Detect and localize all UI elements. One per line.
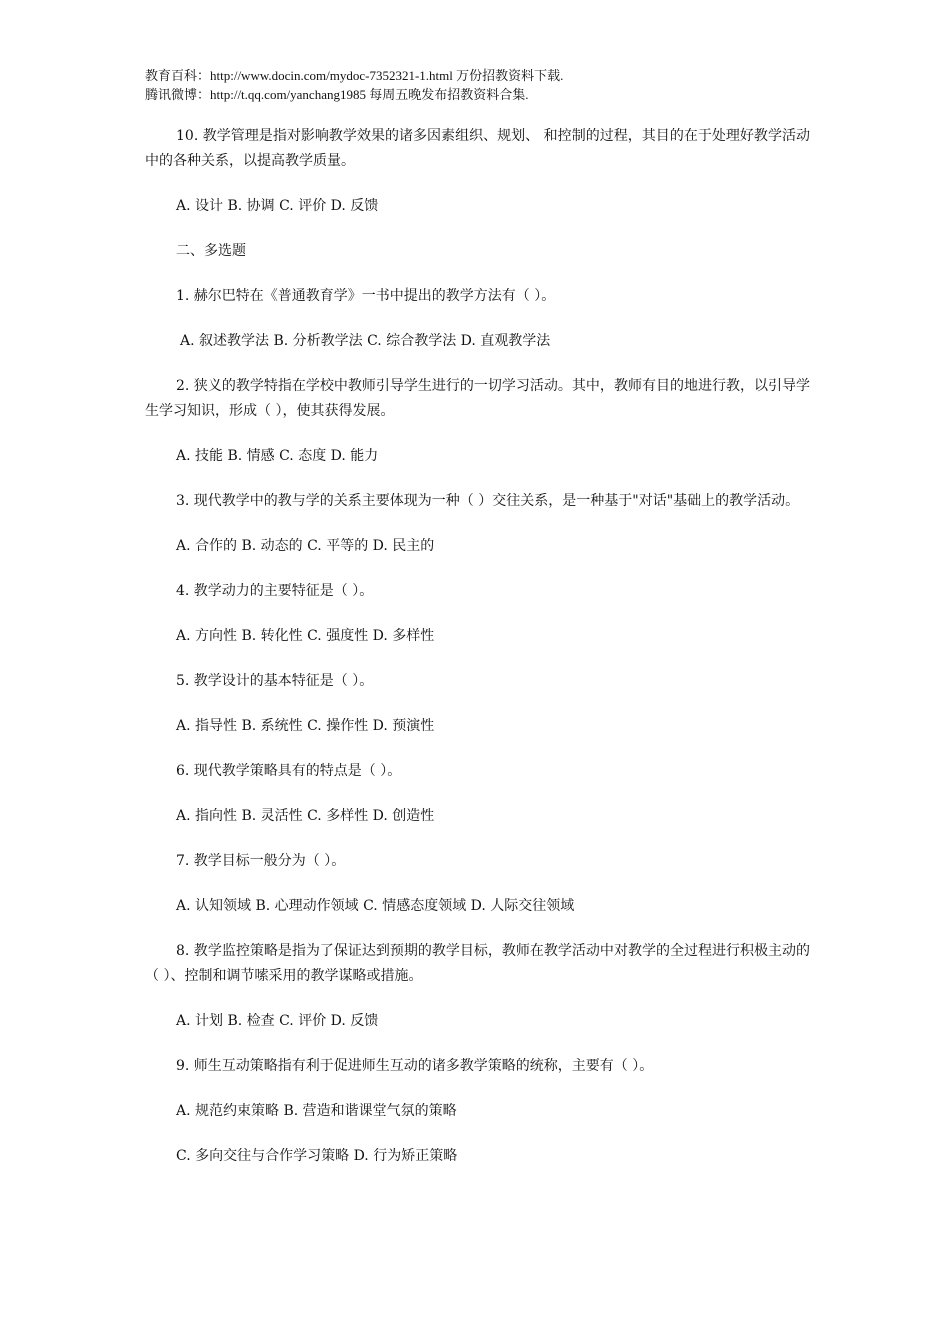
question-5: 5. 教学设计的基本特征是（ ）。 [176, 673, 374, 689]
question-9: 9. 师生互动策略指有利于促进师生互动的诸多教学策略的统称，主要有（ ）。 [176, 1058, 654, 1074]
question-1: 1. 赫尔巴特在《普通教育学》一书中提出的教学方法有（ ）。 [176, 288, 556, 304]
question-9-options-ab: A. 规范约束策略 B. 营造和谐课堂气氛的策略 [176, 1103, 457, 1119]
question-10: 10. 教学管理是指对影响教学效果的诸多因素组织、规划、 和控制的过程，其目的在于处理好教学活动中的各种关系，以提高教学质量。 [145, 128, 810, 169]
question-6-options: A. 指向性 B. 灵活性 C. 多样性 D. 创造性 [176, 808, 435, 824]
question-2: 2. 狭义的教学特指在学校中教师引导学生进行的一切学习活动。其中，教师有目的地进行教，以引导学生学习知识，形成（ ），使其获得发展。 [145, 378, 810, 419]
question-1-options: A. 叙述教学法 B. 分析教学法 C. 综合教学法 D. 直观教学法 [180, 333, 551, 349]
question-8-options: A. 计划 B. 检查 C. 评价 D. 反馈 [176, 1013, 379, 1029]
question-3-options: A. 合作的 B. 动态的 C. 平等的 D. 民主的 [176, 538, 435, 554]
document-body [145, 124, 810, 1189]
question-5-options: A. 指导性 B. 系统性 C. 操作性 D. 预演性 [176, 718, 435, 734]
question-4: 4. 教学动力的主要特征是（ ）。 [176, 583, 374, 599]
question-6: 6. 现代教学策略具有的特点是（ ）。 [176, 763, 402, 779]
question-3: 3. 现代教学中的教与学的关系主要体现为一种（ ）交往关系，是一种基于"对话"基础上的教学活动。 [176, 493, 800, 509]
question-7-options: A. 认知领域 B. 心理动作领域 C. 情感态度领域 D. 人际交往领域 [176, 898, 575, 914]
question-9-options-cd: C. 多向交往与合作学习策略 D. 行为矫正策略 [176, 1148, 458, 1164]
question-7: 7. 教学目标一般分为（ ）。 [176, 853, 346, 869]
header-line-weibo: 腾讯微博：http://t.qq.com/yanchang1985 每周五晚发布招教资料合集. [145, 87, 529, 102]
page-header [145, 66, 563, 104]
header-line-docin: 教育百科：http://www.docin.com/mydoc-7352321-1.html 万份招教资料下载. [145, 68, 564, 83]
question-4-options: A. 方向性 B. 转化性 C. 强度性 D. 多样性 [176, 628, 435, 644]
question-8: 8. 教学监控策略是指为了保证达到预期的教学目标，教师在教学活动中对教学的全过程进行积极主动的（ ）、控制和调节嗦采用的教学谋略或措施。 [145, 943, 810, 984]
section-heading-multiple-choice: 二、多选题 [176, 243, 246, 259]
question-10-options: A. 设计 B. 协调 C. 评价 D. 反馈 [176, 198, 379, 214]
question-2-options: A. 技能 B. 情感 C. 态度 D. 能力 [176, 448, 379, 464]
